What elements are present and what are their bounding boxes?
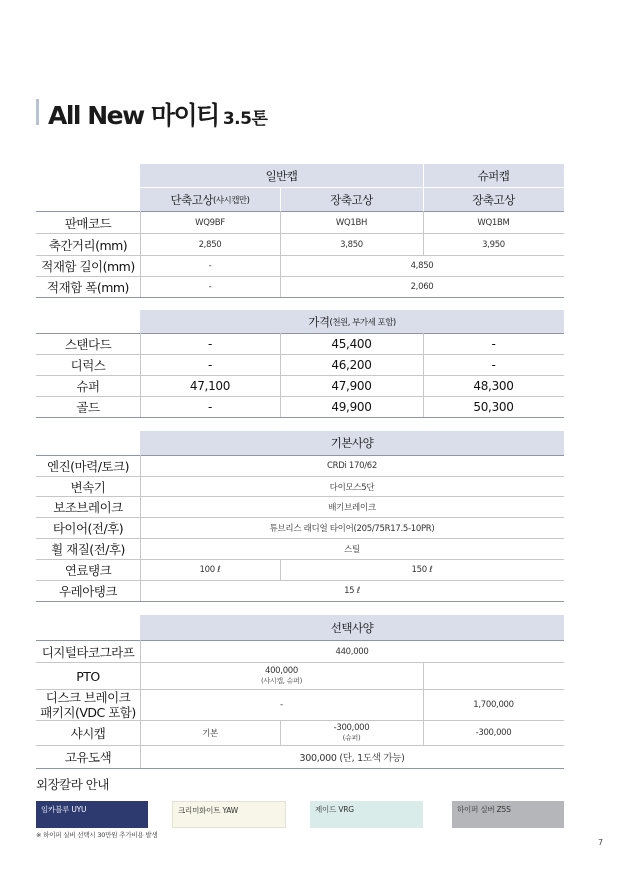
swatch-hyper-silver: 하이퍼 실버 Z5S — [452, 801, 564, 828]
price-row-label: 디럭스 — [70, 358, 106, 373]
basic-cell: 스틸 — [344, 545, 360, 555]
basic-row-label: 타이어(전/후) — [52, 521, 124, 536]
price-cell: 47,100 — [189, 379, 231, 393]
basic-cell: 100 ℓ — [199, 565, 221, 575]
spec-cell: WQ1BM — [477, 217, 510, 228]
option-cell: -300,000 (슈퍼) — [333, 723, 370, 742]
spec-row-label: 적재함 폭(mm) — [47, 280, 129, 295]
option-cell: -300,000 — [475, 728, 512, 738]
swatch-jade: 제이드 VRG — [310, 801, 423, 828]
option-row-label: 고유도색 — [64, 750, 112, 765]
basic-row-label: 엔진(마력/토크) — [47, 459, 129, 474]
spec-col-long-2: 장축고상 — [472, 192, 515, 207]
price-row-label: 스탠다드 — [64, 337, 112, 352]
price-row-label: 슈퍼 — [76, 379, 100, 394]
price-row-label: 골드 — [76, 400, 100, 415]
page-title: All New 마이티 3.5톤 — [48, 101, 268, 130]
basic-cell: 배기브레이크 — [328, 503, 376, 513]
spec-row-label: 축간거리(mm) — [48, 237, 128, 253]
price-cell: - — [207, 358, 213, 372]
option-row-label: 샤시캡 — [70, 726, 106, 741]
basic-cell: CRDi 170/62 — [326, 461, 378, 471]
basic-row-label: 우레아탱크 — [59, 584, 117, 599]
spec-cell: WQ1BH — [335, 217, 368, 228]
spec-cell: 4,850 — [410, 261, 434, 271]
basic-row-label: 보조브레이크 — [53, 500, 123, 515]
spec-group-regular-cab: 일반캡 — [265, 168, 298, 183]
price-cell: 48,300 — [473, 379, 514, 393]
swatch-creamy-white: 크리미화이트 YAW — [172, 801, 286, 828]
price-cell: 46,200 — [331, 358, 372, 372]
spec-cell: 3,850 — [340, 239, 363, 250]
spec-row-label: 판매코드 — [64, 215, 112, 231]
basic-row-label: 변속기 — [70, 479, 106, 495]
option-cell: 440,000 — [335, 646, 369, 657]
price-cell: 49,900 — [331, 400, 372, 414]
spec-row-label: 적재함 길이(mm) — [41, 259, 135, 274]
price-header: 가격 (천원, 부가세 포함) — [308, 314, 396, 329]
option-cell: 400,000 (샤시캡, 슈퍼) — [260, 666, 303, 685]
basic-cell: 튜브리스 래디얼 타이어(205/75R17.5-10PR) — [269, 524, 435, 534]
basic-cell: 150 ℓ — [411, 565, 433, 575]
spec-col-long-1: 장축고상 — [330, 192, 373, 207]
option-cell: 300,000 (단, 1도색 가능) — [299, 753, 405, 764]
option-row-label-disc-brake: 디스크 브레이크 패키지(VDC 포함) — [40, 690, 136, 720]
spec-group-super-cab: 슈퍼캡 — [477, 168, 510, 183]
basic-cell: 15 ℓ — [344, 586, 360, 596]
spec-cell: 2,060 — [410, 282, 434, 292]
basic-header: 기본사양 — [330, 436, 374, 450]
option-cell: 1,700,000 — [473, 700, 514, 710]
spec-cell: - — [208, 261, 212, 271]
option-row-label: PTO — [76, 668, 100, 684]
option-header: 선택사양 — [330, 620, 374, 635]
option-cell: 기본 — [202, 729, 218, 739]
basic-row-label: 연료탱크 — [64, 563, 112, 578]
swatch-inky-blue: 임카블루 UYU — [36, 801, 148, 828]
spec-cell: 3,950 — [482, 239, 505, 250]
page-number: 7 — [598, 838, 604, 847]
price-cell: 50,300 — [473, 400, 514, 414]
colors-footnote: ※ 하이퍼 실버 선택시 30만원 추가비용 발생 — [36, 831, 158, 839]
price-cell: 45,400 — [331, 337, 372, 351]
basic-cell: 다이모스5단 — [329, 482, 375, 493]
option-cell: - — [280, 700, 283, 710]
spec-cell: 2,850 — [198, 239, 222, 250]
colors-title: 외장칼라 안내 — [36, 777, 109, 792]
basic-row-label: 휠 재질(전/후) — [51, 542, 125, 557]
title-accent-bar — [36, 99, 39, 125]
spec-col-short: 단축고상 (샤시캡만) — [170, 192, 250, 207]
spec-cell: - — [208, 282, 212, 292]
option-row-label: 디지털타코그라프 — [41, 644, 135, 660]
spec-cell: WQ9BF — [195, 217, 225, 228]
price-cell: - — [207, 337, 213, 351]
price-cell: - — [491, 358, 496, 372]
price-cell: - — [207, 400, 213, 414]
price-cell: 47,900 — [331, 379, 372, 393]
price-cell: - — [491, 337, 496, 351]
